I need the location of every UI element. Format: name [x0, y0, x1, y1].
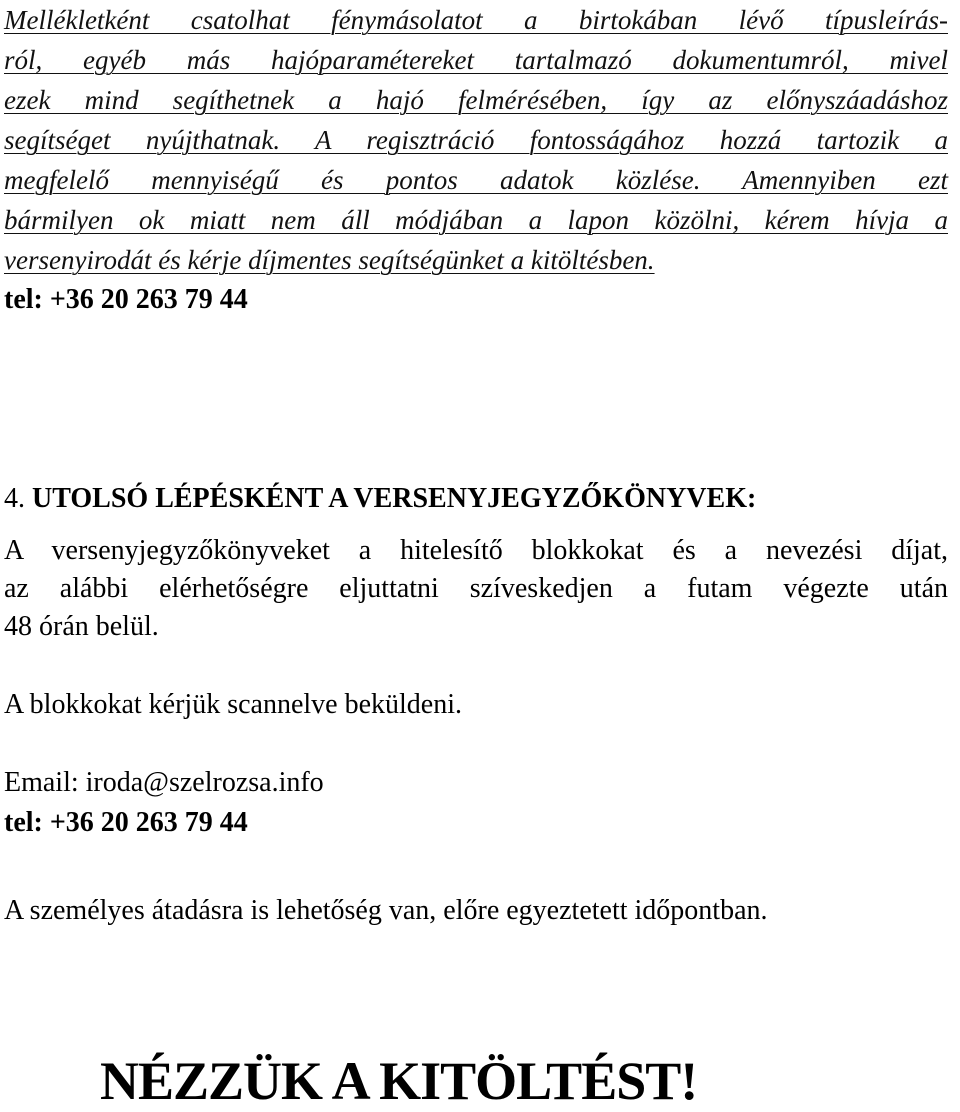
section-body-line-3: 48 órán belül. — [4, 611, 159, 642]
intro-line-2: ról, egyéb más hajóparamétereket tartalmazó dokumentumról, mivel — [4, 45, 948, 75]
section-body-line-2: az alábbi elérhetőségre eljuttatni szíveskedjen a futam végezte után — [4, 573, 948, 604]
intro-line-5: megfelelő mennyiségű és pontos adatok közlése. Amennyiben ezt — [4, 165, 948, 195]
contact-phone: tel: +36 20 263 79 44 — [4, 807, 248, 838]
section-title: UTOLSÓ LÉPÉSKÉNT A VERSENYJEGYZŐKÖNYVEK: — [32, 483, 757, 514]
scan-note: A blokkokat kérjük scannelve beküldeni. — [4, 689, 462, 720]
closing-headline: NÉZZÜK A KITÖLTÉST! — [100, 1051, 698, 1111]
personal-handover-note: A személyes átadásra is lehetőség van, előre egyeztetett időpontban. — [4, 895, 768, 926]
section-body-line-1: A versenyjegyzőkönyveket a hitelesítő blokkokat és a nevezési díjat, — [4, 535, 948, 566]
intro-line-3: ezek mind segíthetnek a hajó felmérésében, így az előnyszáadáshoz — [4, 85, 948, 115]
email-line: Email: iroda@szelrozsa.info — [4, 767, 324, 798]
intro-line-1: Mellékletként csatolhat fénymásolatot a birtokában lévő típusleírás- — [4, 5, 948, 35]
section-number: 4. — [4, 483, 25, 514]
intro-phone: tel: +36 20 263 79 44 — [4, 284, 248, 315]
intro-line-4: segítséget nyújthatnak. A regisztráció fontosságához hozzá tartozik a — [4, 125, 948, 155]
section-heading — [4, 480, 948, 518]
intro-paragraph — [4, 0, 954, 280]
intro-line-7: versenyirodát és kérje díjmentes segítségünket a kitöltésben. — [4, 245, 655, 275]
section-body — [4, 532, 948, 646]
intro-line-6: bármilyen ok miatt nem áll módjában a lapon közölni, kérem hívja a — [4, 205, 948, 235]
